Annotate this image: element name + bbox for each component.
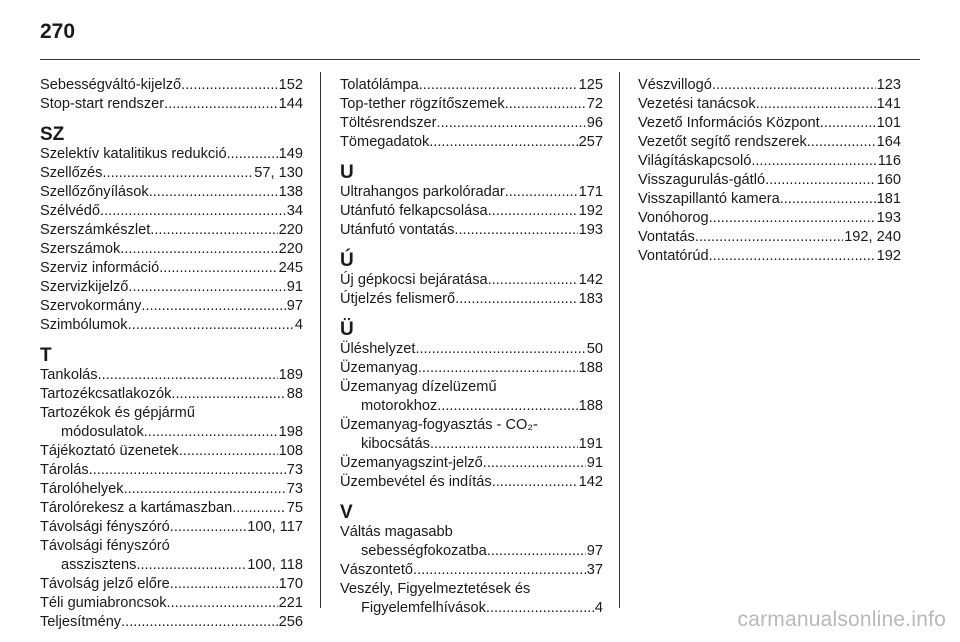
index-term: Szerviz információ bbox=[40, 260, 160, 276]
index-term: Üzembevétel és indítás bbox=[340, 474, 492, 490]
dot-leader bbox=[149, 183, 278, 202]
index-entry bbox=[40, 164, 303, 183]
index-entry bbox=[340, 340, 603, 359]
index-entry bbox=[638, 133, 901, 152]
page-reference: 97 bbox=[286, 298, 303, 314]
index-term: Új gépkocsi bejáratása bbox=[340, 272, 488, 288]
dot-leader bbox=[429, 133, 577, 152]
index-entry bbox=[40, 278, 303, 297]
index-term: Visszapillantó kamera bbox=[638, 191, 780, 207]
dot-leader bbox=[780, 190, 876, 209]
page-reference: 34 bbox=[286, 203, 303, 219]
index-term: Szelektív katalitikus redukció bbox=[40, 146, 227, 162]
index-term: Vontatórúd bbox=[638, 248, 709, 264]
index-entry bbox=[638, 171, 901, 190]
dot-leader bbox=[171, 385, 285, 404]
index-entry bbox=[40, 145, 303, 164]
dot-leader bbox=[455, 290, 577, 309]
dot-leader bbox=[124, 480, 286, 499]
dot-leader bbox=[89, 461, 286, 480]
page-reference: 189 bbox=[278, 367, 303, 383]
page-reference: 88 bbox=[286, 386, 303, 402]
index-term: Üzemanyagszint-jelző bbox=[340, 455, 483, 471]
index-term: Távolság jelző előre bbox=[40, 576, 170, 592]
index-column-1 bbox=[40, 76, 303, 632]
index-entry bbox=[638, 95, 901, 114]
page-reference: 96 bbox=[586, 115, 603, 131]
dot-leader bbox=[179, 442, 278, 461]
index-entry bbox=[40, 297, 303, 316]
index-entry bbox=[40, 221, 303, 240]
dot-leader bbox=[227, 145, 278, 164]
page-reference: 97 bbox=[586, 543, 603, 559]
index-entry bbox=[340, 114, 603, 133]
dot-leader bbox=[136, 556, 246, 575]
index-letter-heading: Ú bbox=[340, 250, 354, 271]
index-term: Vezető Információs Központ bbox=[638, 115, 820, 131]
page-reference: 142 bbox=[578, 272, 603, 288]
page-reference: 72 bbox=[586, 96, 603, 112]
index-entry bbox=[340, 202, 603, 221]
index-entry bbox=[40, 461, 303, 480]
index-term: Szervizkijelző bbox=[40, 279, 129, 295]
index-entry bbox=[40, 366, 303, 385]
dot-leader bbox=[121, 613, 278, 632]
index-term: Tárolórekesz a kartámaszban bbox=[40, 500, 233, 516]
index-term: Tárolóhelyek bbox=[40, 481, 124, 497]
index-term: Töltésrendszer bbox=[340, 115, 437, 131]
index-term: Szimbólumok bbox=[40, 317, 128, 333]
dot-leader bbox=[150, 221, 277, 240]
index-entry bbox=[638, 228, 901, 247]
dot-leader bbox=[102, 164, 253, 183]
dot-leader bbox=[492, 473, 578, 492]
page-reference: 160 bbox=[876, 172, 901, 188]
index-entry bbox=[40, 423, 303, 442]
index-entry bbox=[340, 359, 603, 378]
dot-leader bbox=[488, 271, 578, 290]
page-number: 270 bbox=[40, 20, 76, 43]
index-entry bbox=[340, 542, 603, 561]
page-reference: 141 bbox=[876, 96, 901, 112]
index-term: Tömegadatok bbox=[340, 134, 430, 150]
index-column-2 bbox=[340, 76, 603, 618]
index-term: Tartozékcsatlakozók bbox=[40, 386, 172, 402]
index-entry bbox=[40, 575, 303, 594]
index-entry bbox=[340, 454, 603, 473]
dot-leader bbox=[751, 152, 876, 171]
page-reference: 73 bbox=[286, 481, 303, 497]
index-term: asszisztens bbox=[61, 557, 137, 573]
index-term: Vészvillogó bbox=[638, 77, 712, 93]
page-reference: 100, 117 bbox=[247, 519, 303, 535]
page-reference: 4 bbox=[594, 600, 603, 616]
dot-leader bbox=[120, 240, 277, 259]
index-entry bbox=[340, 290, 603, 309]
index-letter-heading: U bbox=[340, 162, 354, 183]
index-entry bbox=[40, 613, 303, 632]
index-entry bbox=[40, 442, 303, 461]
dot-leader bbox=[232, 499, 286, 518]
index-term: kibocsátás bbox=[361, 436, 430, 452]
index-entry bbox=[340, 221, 603, 240]
index-entry bbox=[638, 114, 901, 133]
index-entry-first-line: Váltás magasabb bbox=[340, 524, 453, 540]
dot-leader bbox=[712, 76, 876, 95]
dot-leader bbox=[419, 76, 578, 95]
index-entry bbox=[340, 76, 603, 95]
dot-leader bbox=[807, 133, 876, 152]
page-reference: 108 bbox=[278, 443, 303, 459]
dot-leader bbox=[170, 575, 278, 594]
page-reference: 73 bbox=[286, 462, 303, 478]
index-term: Vezetési tanácsok bbox=[638, 96, 756, 112]
dot-leader bbox=[98, 366, 278, 385]
page-reference: 116 bbox=[877, 153, 901, 169]
index-term: Vonóhorog bbox=[638, 210, 709, 226]
dot-leader bbox=[765, 171, 876, 190]
dot-leader bbox=[709, 209, 876, 228]
dot-leader bbox=[141, 297, 285, 316]
index-term: Szellőzés bbox=[40, 165, 103, 181]
index-entry bbox=[638, 190, 901, 209]
page-reference: 192 bbox=[578, 203, 603, 219]
index-entry bbox=[340, 397, 603, 416]
page-reference: 220 bbox=[278, 222, 303, 238]
column-divider-2 bbox=[619, 72, 620, 608]
dot-leader bbox=[486, 599, 594, 618]
page-reference: 37 bbox=[586, 562, 603, 578]
page-reference: 164 bbox=[876, 134, 901, 150]
column-divider-1 bbox=[320, 72, 321, 608]
index-entry bbox=[638, 76, 901, 95]
index-entry bbox=[40, 594, 303, 613]
dot-leader bbox=[709, 247, 876, 266]
page-reference: 125 bbox=[578, 77, 603, 93]
index-term: Szellőzőnyílások bbox=[40, 184, 149, 200]
dot-leader bbox=[505, 183, 578, 202]
index-entry bbox=[40, 76, 303, 95]
index-entry-first-line: Üzemanyag dízelüzemű bbox=[340, 379, 497, 395]
page-reference: 171 bbox=[578, 184, 603, 200]
index-term: Vászontető bbox=[340, 562, 414, 578]
dot-leader bbox=[164, 95, 278, 114]
index-entry bbox=[340, 183, 603, 202]
page-reference: 123 bbox=[876, 77, 901, 93]
watermark-text: carmanualsonline.info bbox=[737, 608, 946, 631]
page-reference: 245 bbox=[278, 260, 303, 276]
page-reference: 57, 130 bbox=[254, 165, 303, 181]
index-entry bbox=[340, 133, 603, 152]
page-reference: 91 bbox=[586, 455, 603, 471]
dot-leader bbox=[437, 397, 577, 416]
index-letter-heading: SZ bbox=[40, 124, 65, 145]
header-rule bbox=[40, 59, 920, 60]
index-term: Távolsági fényszóró bbox=[40, 519, 170, 535]
dot-leader bbox=[437, 114, 586, 133]
index-term: Tárolás bbox=[40, 462, 89, 478]
index-entry bbox=[340, 95, 603, 114]
index-term: Szerszámok bbox=[40, 241, 121, 257]
dot-leader bbox=[167, 594, 278, 613]
index-term: Visszagurulás-gátló bbox=[638, 172, 766, 188]
dot-leader bbox=[128, 278, 285, 297]
dot-leader bbox=[488, 202, 578, 221]
page-reference: 101 bbox=[876, 115, 901, 131]
index-term: Tolatólámpa bbox=[340, 77, 419, 93]
index-term: Utánfutó vontatás bbox=[340, 222, 455, 238]
dot-leader bbox=[454, 221, 577, 240]
index-term: Sebességváltó-kijelző bbox=[40, 77, 182, 93]
index-entry bbox=[340, 271, 603, 290]
page-reference: 181 bbox=[876, 191, 901, 207]
index-term: Téli gumiabroncsok bbox=[40, 595, 167, 611]
index-letter-heading: V bbox=[340, 502, 353, 523]
index-entry bbox=[40, 259, 303, 278]
dot-leader bbox=[430, 435, 578, 454]
page-reference: 183 bbox=[578, 291, 603, 307]
index-letter-heading: Ü bbox=[340, 319, 354, 340]
dot-leader bbox=[128, 316, 294, 335]
index-term: Szervokormány bbox=[40, 298, 142, 314]
page-reference: 149 bbox=[278, 146, 303, 162]
index-term: Vezetőt segítő rendszerek bbox=[638, 134, 807, 150]
index-term: Világításkapcsoló bbox=[638, 153, 752, 169]
dot-leader bbox=[418, 359, 578, 378]
index-entry bbox=[40, 556, 303, 575]
index-entry-first-line: Üzemanyag-fogyasztás - CO₂- bbox=[340, 417, 538, 433]
index-term: Üléshelyzet bbox=[340, 341, 416, 357]
index-entry bbox=[638, 209, 901, 228]
dot-leader bbox=[483, 454, 586, 473]
index-term: sebességfokozatba bbox=[361, 543, 487, 559]
page-reference: 192, 240 bbox=[844, 229, 901, 245]
dot-leader bbox=[170, 518, 246, 537]
index-entry bbox=[40, 183, 303, 202]
index-entry bbox=[40, 518, 303, 537]
dot-leader bbox=[100, 202, 286, 221]
index-term: Stop-start rendszer bbox=[40, 96, 165, 112]
index-entry bbox=[340, 473, 603, 492]
page-reference: 188 bbox=[578, 360, 603, 376]
index-term: Szerszámkészlet bbox=[40, 222, 151, 238]
page-reference: 193 bbox=[876, 210, 901, 226]
page-reference: 100, 118 bbox=[247, 557, 303, 573]
index-term: Tájékoztató üzenetek bbox=[40, 443, 179, 459]
index-entry-first-line: Távolsági fényszóró bbox=[40, 538, 170, 554]
index-entry bbox=[340, 599, 603, 618]
page-reference: 198 bbox=[278, 424, 303, 440]
index-entry bbox=[340, 561, 603, 580]
index-term: Teljesítmény bbox=[40, 614, 122, 630]
dot-leader bbox=[181, 76, 277, 95]
index-term: Utánfutó felkapcsolása bbox=[340, 203, 488, 219]
page-reference: 191 bbox=[578, 436, 603, 452]
page-reference: 152 bbox=[278, 77, 303, 93]
index-entry bbox=[638, 247, 901, 266]
index-letter-heading: T bbox=[40, 345, 52, 366]
page-reference: 50 bbox=[586, 341, 603, 357]
page-reference: 138 bbox=[278, 184, 303, 200]
page-reference: 142 bbox=[578, 474, 603, 490]
page-reference: 188 bbox=[578, 398, 603, 414]
dot-leader bbox=[505, 95, 586, 114]
index-term: motorokhoz bbox=[361, 398, 438, 414]
index-term: Top-tether rögzítőszemek bbox=[340, 96, 505, 112]
index-entry bbox=[638, 152, 901, 171]
page-reference: 221 bbox=[278, 595, 303, 611]
index-entry bbox=[40, 480, 303, 499]
index-term: Tankolás bbox=[40, 367, 98, 383]
page-reference: 170 bbox=[278, 576, 303, 592]
index-term: Ultrahangos parkolóradar bbox=[340, 184, 505, 200]
index-entry bbox=[40, 385, 303, 404]
index-term: Útjelzés felismerő bbox=[340, 291, 456, 307]
index-entry-first-line: Veszély, Figyelmeztetések és bbox=[340, 581, 531, 597]
dot-leader bbox=[413, 561, 586, 580]
page-reference: 144 bbox=[278, 96, 303, 112]
page-reference: 4 bbox=[294, 317, 303, 333]
page-reference: 75 bbox=[286, 500, 303, 516]
index-entry bbox=[40, 316, 303, 335]
dot-leader bbox=[144, 423, 278, 442]
dot-leader bbox=[159, 259, 277, 278]
page-reference: 220 bbox=[278, 241, 303, 257]
page-reference: 193 bbox=[578, 222, 603, 238]
index-entry bbox=[40, 240, 303, 259]
dot-leader bbox=[695, 228, 843, 247]
index-term: Vontatás bbox=[638, 229, 695, 245]
index-entry bbox=[40, 499, 303, 518]
page-reference: 91 bbox=[286, 279, 303, 295]
page-reference: 257 bbox=[578, 134, 603, 150]
index-term: Szélvédő bbox=[40, 203, 101, 219]
index-entry bbox=[40, 202, 303, 221]
dot-leader bbox=[487, 542, 586, 561]
index-column-3 bbox=[638, 76, 901, 266]
index-term: módosulatok bbox=[61, 424, 144, 440]
index-entry bbox=[340, 435, 603, 454]
index-entry bbox=[40, 95, 303, 114]
dot-leader bbox=[756, 95, 876, 114]
page-reference: 192 bbox=[876, 248, 901, 264]
page-reference: 256 bbox=[278, 614, 303, 630]
index-term: Figyelemfelhívások bbox=[361, 600, 486, 616]
dot-leader bbox=[820, 114, 876, 133]
index-term: Üzemanyag bbox=[340, 360, 418, 376]
index-entry-first-line: Tartozékok és gépjármű bbox=[40, 405, 195, 421]
dot-leader bbox=[415, 340, 585, 359]
